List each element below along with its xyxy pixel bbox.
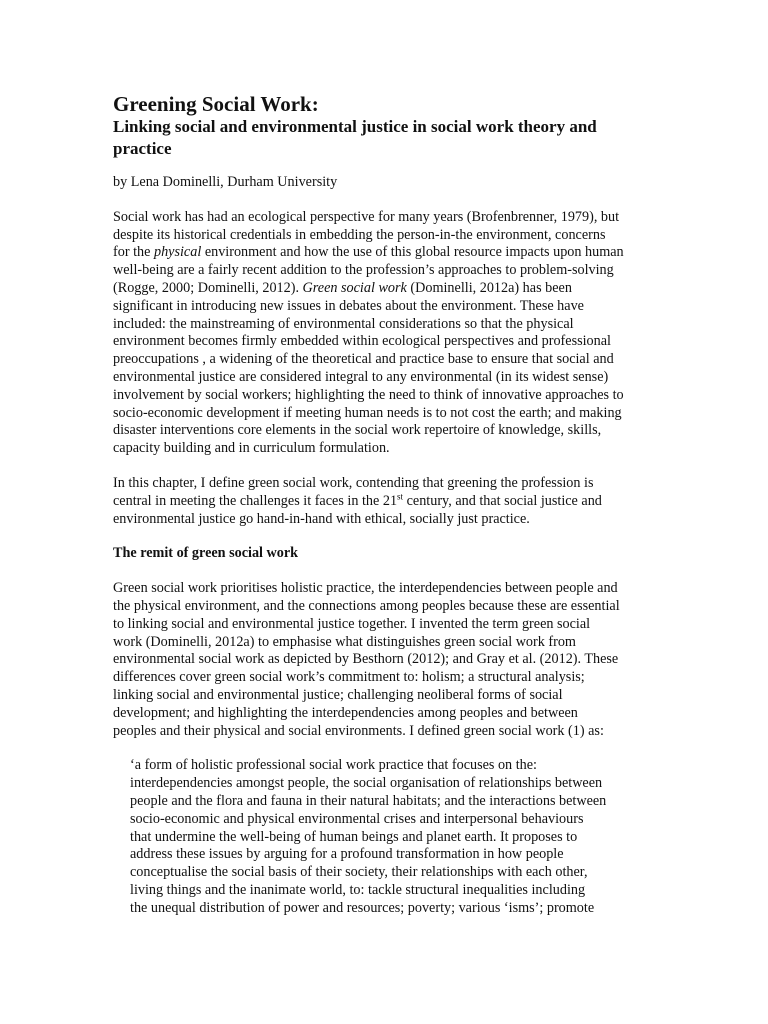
superscript: st bbox=[397, 491, 404, 502]
paragraph-intro bbox=[113, 209, 653, 458]
quote-line: socio-economic and physical environmental crises and interpersonal behaviours bbox=[130, 810, 584, 827]
text-line: capacity building and in curriculum formulation. bbox=[113, 440, 390, 457]
text-line: peoples and their physical and social environments. I defined green social work (1) as: bbox=[113, 722, 604, 739]
text-line: preoccupations , a widening of the theoretical and practice base to ensure that social and bbox=[113, 351, 614, 368]
text-line bbox=[113, 244, 653, 262]
document-page bbox=[113, 92, 653, 917]
emphasis-text: physical bbox=[153, 244, 202, 261]
text-line: environmental justice go hand-in-hand with ethical, socially just practice. bbox=[113, 510, 530, 527]
emphasis-text: Green social work bbox=[302, 279, 407, 296]
text-span: (Dominelli, 2012a) has been bbox=[406, 279, 572, 296]
text-line: environment becomes firmly embedded within ecological perspectives and professional bbox=[113, 333, 611, 350]
block-quote bbox=[113, 757, 653, 917]
paragraph-chapter-intro bbox=[113, 475, 653, 528]
text-line: to linking social and environmental justice together. I invented the term green social bbox=[113, 615, 591, 632]
text-line: environmental social work as depicted by Besthorn (2012); and Gray et al. (2012). These bbox=[113, 651, 619, 668]
document-title: Greening Social Work: bbox=[113, 92, 319, 116]
quote-line: conceptualise the social basis of their society, their relationships with each other, bbox=[130, 864, 588, 881]
text-line bbox=[113, 493, 653, 511]
byline: by Lena Dominelli, Durham University bbox=[113, 174, 338, 190]
subtitle-line: practice bbox=[113, 139, 172, 158]
text-line: environmental justice are considered integral to any environmental (in its widest sense) bbox=[113, 368, 609, 385]
quote-line: living things and the inanimate world, to: tackle structural inequalities including bbox=[130, 881, 586, 898]
text-span: century, and that social justice and bbox=[403, 492, 602, 509]
subtitle-line: Linking social and environmental justice in social work theory and bbox=[113, 117, 597, 136]
text-line: despite its historical credentials in embedding the person-in-the environment, concerns bbox=[113, 226, 606, 243]
text-line: Social work has had an ecological perspective for many years (Brofenbrenner, 1979), but bbox=[113, 208, 620, 225]
text-line: differences cover green social work’s commitment to: holism; a structural analysis; bbox=[113, 669, 585, 686]
text-span: (Rogge, 2000; Dominelli, 2012). bbox=[113, 279, 303, 296]
text-line: the physical environment, and the connections among peoples because these are essential bbox=[113, 597, 620, 614]
text-line bbox=[113, 280, 653, 298]
section-heading: The remit of green social work bbox=[113, 545, 299, 562]
quote-line: people and the flora and fauna in their natural habitats; and the interactions between bbox=[130, 792, 607, 809]
text-span: central in meeting the challenges it faces in the 21 bbox=[113, 492, 398, 509]
text-line: work (Dominelli, 2012a) to emphasise what distinguishes green social work from bbox=[113, 633, 576, 650]
quote-line: interdependencies amongst people, the social organisation of relationships between bbox=[130, 775, 603, 792]
quote-line: address these issues by arguing for a profound transformation in how people bbox=[130, 846, 564, 863]
text-line: linking social and environmental justice; challenging neoliberal forms of social bbox=[113, 686, 563, 703]
document-subtitle bbox=[113, 116, 653, 160]
text-line: disaster interventions core elements in the social work repertoire of knowledge, skills, bbox=[113, 422, 602, 439]
text-line: socio-economic development if meeting human needs is to not cost the earth; and making bbox=[113, 404, 622, 421]
quote-line: that undermine the well-being of human beings and planet earth. It proposes to bbox=[130, 828, 578, 845]
text-line: development; and highlighting the interdependencies among peoples and between bbox=[113, 704, 578, 721]
text-line: included: the mainstreaming of environmental considerations so that the physical bbox=[113, 315, 574, 332]
text-line: Green social work prioritises holistic practice, the interdependencies between people and bbox=[113, 580, 618, 597]
text-line: In this chapter, I define green social work, contending that greening the profession is bbox=[113, 474, 594, 491]
text-span: for the bbox=[113, 244, 154, 261]
text-line: involvement by social workers; highlighting the need to think of innovative approaches to bbox=[113, 386, 624, 403]
quote-line: the unequal distribution of power and resources; poverty; various ‘isms’; promote bbox=[130, 899, 595, 916]
quote-line: ‘a form of holistic professional social work practice that focuses on the: bbox=[130, 757, 537, 774]
text-line: significant in introducing new issues in debates about the environment. These have bbox=[113, 297, 584, 314]
text-span: environment and how the use of this global resource impacts upon human bbox=[201, 244, 624, 261]
paragraph-remit bbox=[113, 580, 653, 740]
text-line: well-being are a fairly recent addition to the profession’s approaches to problem-solving bbox=[113, 262, 614, 279]
